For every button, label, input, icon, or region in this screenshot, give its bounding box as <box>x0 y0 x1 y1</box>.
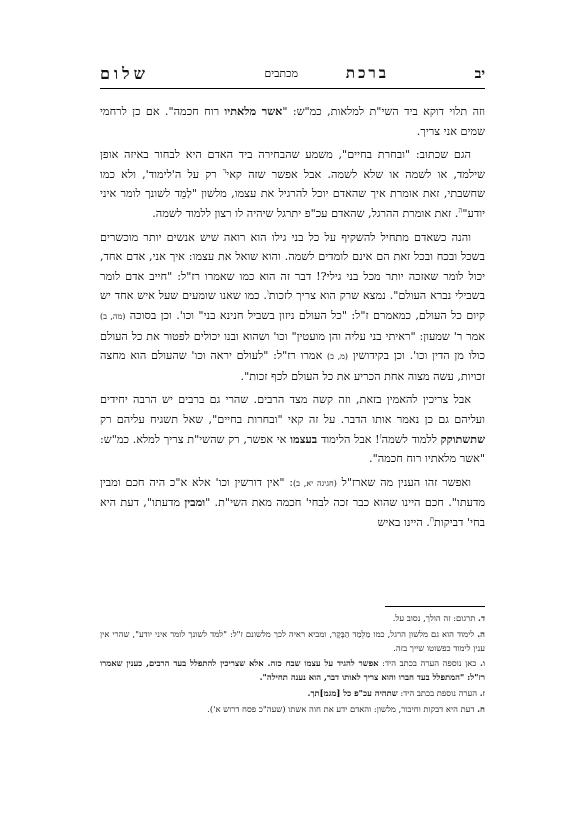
source-citation: (מה, ב) <box>100 311 126 321</box>
book-title-part: ברכת <box>345 64 389 82</box>
paragraph: והנה כשאדם מתחיל להשקיף על כל בני גילו הוא רואה שיש אנשים יותר מוכשרים בשכל ובכח ובכל זאת הם אינם לומדים לשמה. והוא שואל את עצמו: איך אני, אדם אחד, יכול לומר שאזכה יותר מכל בני גילי?! דבר זה הוא כמו שאמרו רז"ל: "חייב אדם לומר בשבילי נברא העולם". נמצא שרק הוא צריך לזכות$^ו$. כמו שאנו שומעים שעל איש אחד יש קיום כל העולם, כמאמרם ז"ל: "כל העולם ניזון בשביל חנינא בני" וכו'. וכן בסוכה (מה, ב) אמר ר' שמעון: "ראיתי בני עליה והן מועטין" וכו' ושהוא ובנו יכולים לפטור את כל העולם כולו מן הדין וכו'. וכן בקידושין (מ, ב) אמרו רז"ל: "לעולם יראה וכו' שהעולם הוא מחצה זכויות, עשה מצוה אחת הכריע את כל העולם לכף זכות". <box>100 230 486 383</box>
running-header <box>100 64 485 86</box>
footnote-marker: ז. <box>479 687 485 698</box>
paragraph: הגם שכתוב: "ובחרת בחיים", משמע שהבחירה ביד האדם היא לבחור באיזה אופן שילמד, או לשמה או שלא לשמה. אבל אפשר שזה קאי$^ד$ רק על ה'לימוד', ולא כמו שחשבתי, זאת אומרת איך שהאדם יוכל להרגיל את עצמו, מלשון "לַמֵד לשונך לומר איני יודע"$^ה$. זאת אומרת ההרגל, שהאדם עכ"פ יתרגל שיהיה לו רצון ללמוד לשמה. <box>100 148 485 220</box>
footnote-marker: ה. <box>477 628 485 639</box>
footnote-ref[interactable]: ז <box>379 431 382 440</box>
book-title-part: שלום <box>100 64 149 83</box>
source-citation: (מ, ב) <box>326 352 349 362</box>
footnote-ref[interactable]: ו <box>267 288 269 297</box>
paragraph: ואפשר זהו הענין מה שארז"ל (חגיגה יא, ב): "אין דורשין וכו' אלא א"כ היה חכם ומבין מדעתו". חכם היינו שהוא כבר זכה לבחי' חכמה מאת השי"ת. "ומבין מדעתו", דעת היא בחי' דביקות$^ח$. היינו באיש <box>100 475 485 529</box>
footnote-marker: ח. <box>477 703 485 714</box>
footnote: ד. תרגום: זה הולך, נסוב על. <box>392 613 485 623</box>
footnote-ref[interactable]: ח <box>429 515 435 524</box>
footnote-ref[interactable]: ד <box>222 167 227 176</box>
footnote-divider <box>385 606 485 607</box>
footnote-ref[interactable]: ה <box>458 206 463 215</box>
source-citation: (חגיגה יא, ב) <box>293 478 337 488</box>
header-divider <box>100 88 485 89</box>
footnote: ז. הערה נוספת בכתב היד: שתהיה עכ"פ כל [מגמ]תך. <box>307 687 485 698</box>
footnote: ח. דעת היא דבקות וחיבור, מלשון: והאדם ידע את חוה אשתו (שעה"כ פסח דרוש א'). <box>207 703 485 714</box>
main-text <box>100 102 485 536</box>
paragraph: אבל צריכין להאמין בזאת, וזה קשה מצד הרבים. שהרי גם ברבים יש הרבה יחידים ועליהם גם כן נאמר אותו הדבר. על זה קאי "ובחרות בחיים", שאל תשגיח עליהם רק שתשתוקק ללמוד לשמה$^ז$! אבל הלימוד בעצמו אי אפשר, רק שהשי"ת צריך למלא. כמ"ש: "אשר מלאתיו רוח חכמה". <box>100 393 485 466</box>
footnote: ו. כאן נוספה הערה בכתב היד: אפשר להגיד על עצמו שבח כזה. אלא שצריכין להתפלל בעד הרבים, כענין שאמרו רז"ל: "המתפלל בעד חברו והוא צריך לאותו דבר, הוא נענה תחילה". <box>100 658 485 683</box>
page-number: יב <box>474 66 485 82</box>
footnote-marker: ו. <box>479 658 485 669</box>
paragraph: וזה תלוי דוקא ביד השי"ת למלאות, כמ"ש: "אשר מלאתיו רוח חכמה". אם כן לרחמי שמים אני צריך. <box>100 104 485 138</box>
footnote-marker: ד. <box>478 613 485 623</box>
footnote: ה. לימוד הוא גם מלשון הרגל, כמו מַלְמַד הַבָּקָר, ומביא ראיה לכך מלשונם ז"ל: "למד לשונך לומר איני יודע", שהרי אין ענין לימוד כפשוטו שייך בזה. <box>100 628 485 653</box>
footnotes <box>100 612 485 719</box>
section-title: מכתבים <box>264 67 298 80</box>
